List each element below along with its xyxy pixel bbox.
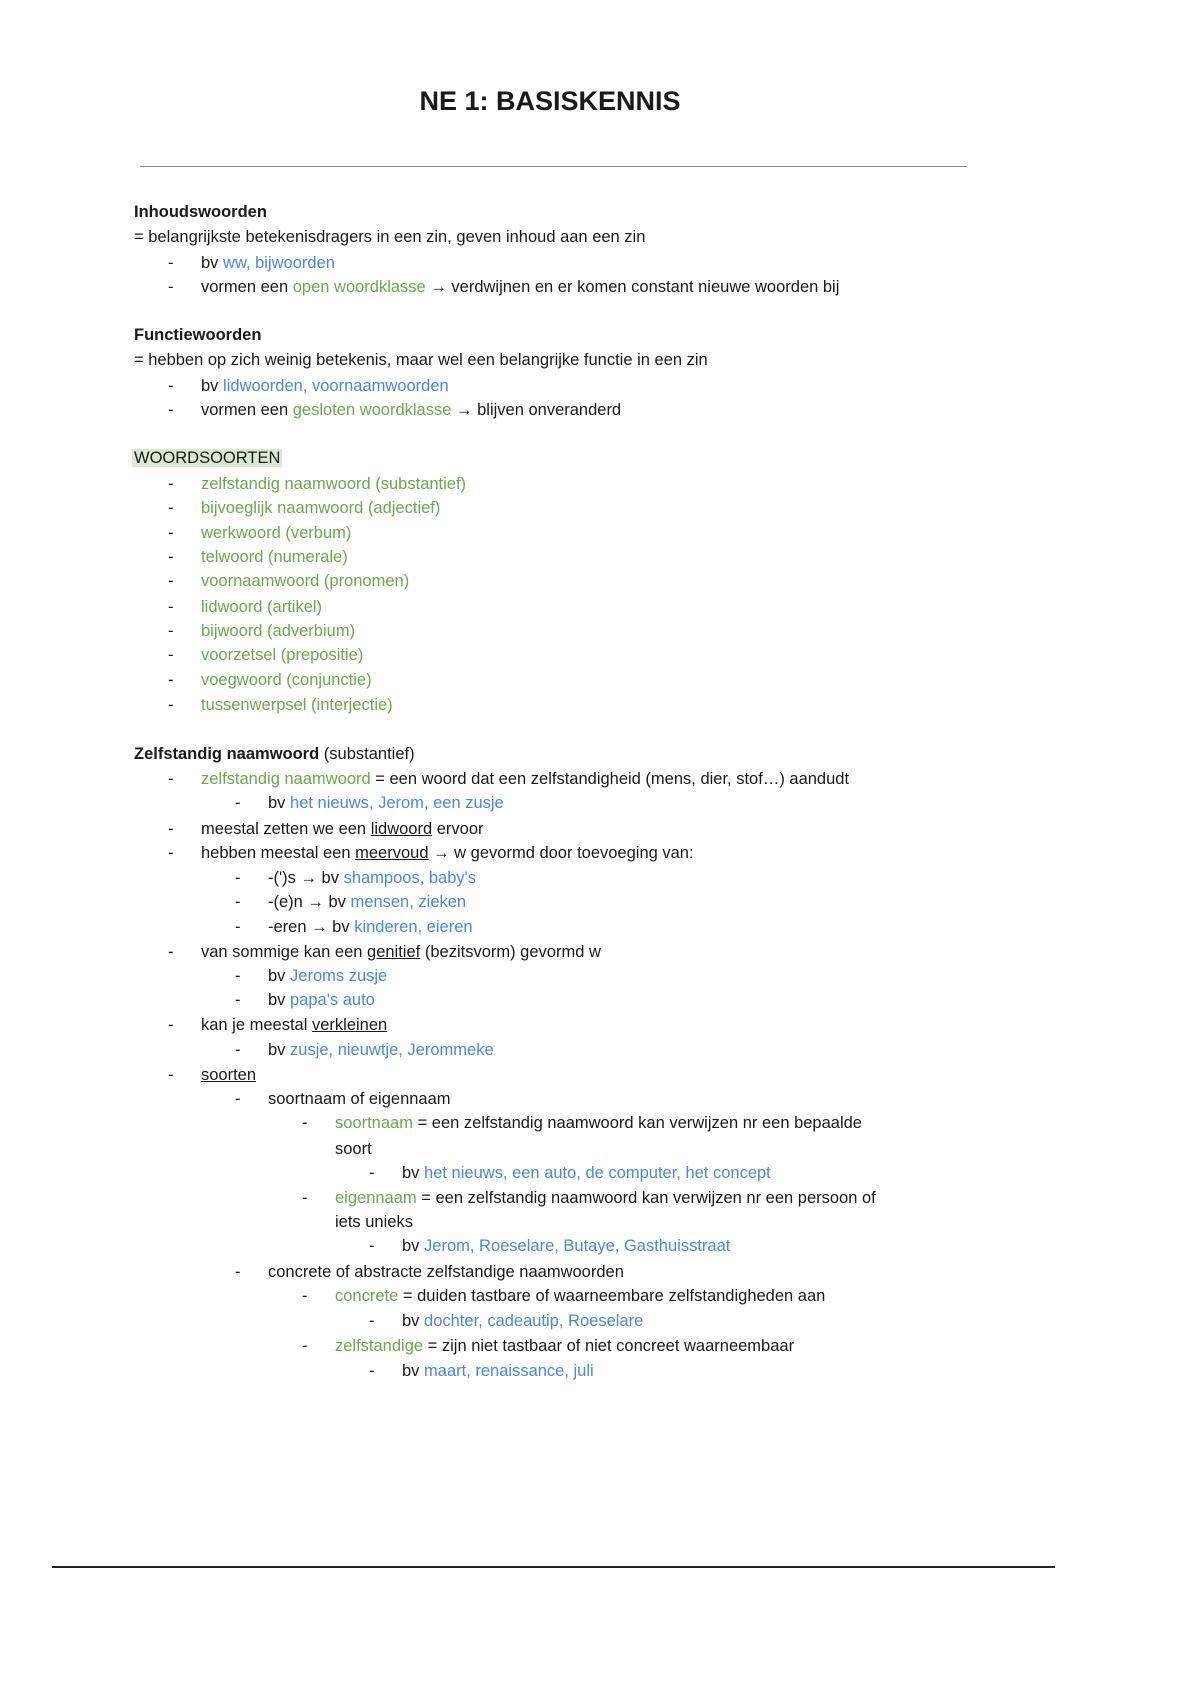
bullet-dash: - xyxy=(168,844,174,862)
bullet-dash: - xyxy=(235,893,241,911)
woordsoort-item: telwoord (numerale) xyxy=(201,548,348,566)
bullet-dash: - xyxy=(369,1164,375,1182)
functiewoorden-definition: = hebben op zich weinig betekenis, maar wel een belangrijke functie in een zin xyxy=(134,351,708,369)
bullet-dash: - xyxy=(235,918,241,936)
woordsoort-item: werkwoord (verbum) xyxy=(201,524,352,542)
list-item: bv het nieuws, Jerom, een zusje xyxy=(268,794,504,812)
bullet-dash: - xyxy=(235,1041,241,1059)
bullet-dash: - xyxy=(168,696,174,714)
woordsoort-item: lidwoord (artikel) xyxy=(201,598,323,616)
list-item: bv maart, renaissance, juli xyxy=(402,1362,594,1380)
list-item: hebben meestal een meervoud → w gevormd door toevoeging van: xyxy=(201,844,694,862)
bullet-dash: - xyxy=(168,943,174,961)
woordsoort-item: zelfstandig naamwoord (substantief) xyxy=(201,475,467,493)
woordsoort-item: voegwoord (conjunctie) xyxy=(201,671,372,689)
bullet-dash: - xyxy=(235,991,241,1009)
woordsoort-item: voorzetsel (prepositie) xyxy=(201,646,364,664)
inhoudswoorden-heading: Inhoudswoorden xyxy=(134,203,267,221)
bullet-dash: - xyxy=(302,1114,308,1132)
bullet-dash: - xyxy=(168,820,174,838)
bullet-dash: - xyxy=(369,1312,375,1330)
bullet-dash: - xyxy=(168,770,174,788)
woordsoort-item: bijvoeglijk naamwoord (adjectief) xyxy=(201,499,441,517)
list-item: zelfstandige = zijn niet tastbaar of niet concreet waarneembaar xyxy=(335,1337,795,1355)
bullet-dash: - xyxy=(168,524,174,542)
bullet-dash: - xyxy=(168,671,174,689)
bullet-dash: - xyxy=(168,401,174,419)
bullet-dash: - xyxy=(168,1066,174,1084)
woordsoorten-heading: WOORDSOORTEN xyxy=(134,449,281,467)
page-bottom-rule xyxy=(52,1566,1055,1568)
inhoudswoorden-definition: = belangrijkste betekenisdragers in een zin, geven inhoud aan een zin xyxy=(134,228,646,246)
list-item: bv dochter, cadeautip, Roeselare xyxy=(402,1312,644,1330)
bullet-dash: - xyxy=(235,1263,241,1281)
bullet-dash: - xyxy=(235,967,241,985)
list-item-continuation: iets unieks xyxy=(335,1213,413,1231)
woordsoort-item: tussenwerpsel (interjectie) xyxy=(201,696,393,714)
bullet-dash: - xyxy=(235,869,241,887)
woordsoort-item: bijwoord (adverbium) xyxy=(201,622,356,640)
bullet-dash: - xyxy=(235,1090,241,1108)
title-divider xyxy=(140,166,967,167)
list-item: -(e)n → bv mensen, zieken xyxy=(268,893,467,911)
list-item: bv zusje, nieuwtje, Jerommeke xyxy=(268,1041,494,1059)
list-item: -eren → bv kinderen, eieren xyxy=(268,918,473,936)
list-item: vormen een open woordklasse → verdwijnen en er komen constant nieuwe woorden bij xyxy=(201,278,840,296)
list-item: eigennaam = een zelfstandig naamwoord kan verwijzen nr een persoon of xyxy=(335,1189,876,1207)
bullet-dash: - xyxy=(168,622,174,640)
list-item: bv Jerom, Roeselare, Butaye, Gasthuisstraat xyxy=(402,1237,731,1255)
bullet-dash: - xyxy=(302,1287,308,1305)
list-item: meestal zetten we een lidwoord ervoor xyxy=(201,820,484,838)
bullet-dash: - xyxy=(168,254,174,272)
list-item: van sommige kan een genitief (bezitsvorm) gevormd w xyxy=(201,943,601,961)
list-item: soorten xyxy=(201,1066,257,1084)
bullet-dash: - xyxy=(168,1016,174,1034)
list-item: vormen een gesloten woordklasse → blijven onveranderd xyxy=(201,401,622,419)
bullet-dash: - xyxy=(168,377,174,395)
bullet-dash: - xyxy=(168,499,174,517)
woordsoort-item: voornaamwoord (pronomen) xyxy=(201,572,410,590)
bullet-dash: - xyxy=(302,1189,308,1207)
list-item: soortnaam of eigennaam xyxy=(268,1090,451,1108)
bullet-dash: - xyxy=(235,794,241,812)
bullet-dash: - xyxy=(168,646,174,664)
list-item: -(')s → bv shampoos, baby's xyxy=(268,869,477,887)
bullet-dash: - xyxy=(168,598,174,616)
list-item: bv papa's auto xyxy=(268,991,375,1009)
list-item: soortnaam = een zelfstandig naamwoord kan verwijzen nr een bepaalde xyxy=(335,1114,862,1132)
zn-heading: Zelfstandig naamwoord (substantief) xyxy=(134,745,415,763)
list-item: concrete of abstracte zelfstandige naamwoorden xyxy=(268,1263,624,1281)
list-item: bv het nieuws, een auto, de computer, het concept xyxy=(402,1164,771,1182)
functiewoorden-heading: Functiewoorden xyxy=(134,326,262,344)
list-item: concrete = duiden tastbare of waarneembare zelfstandigheden aan xyxy=(335,1287,826,1305)
list-item-continuation: soort xyxy=(335,1140,372,1158)
bullet-dash: - xyxy=(369,1362,375,1380)
list-item: zelfstandig naamwoord = een woord dat een zelfstandigheid (mens, dier, stof…) aandudt xyxy=(201,770,850,788)
list-item: bv ww, bijwoorden xyxy=(201,254,335,272)
page-title: NE 1: BASISKENNIS xyxy=(419,86,681,116)
list-item: kan je meestal verkleinen xyxy=(201,1016,388,1034)
bullet-dash: - xyxy=(369,1237,375,1255)
bullet-dash: - xyxy=(168,572,174,590)
bullet-dash: - xyxy=(168,278,174,296)
bullet-dash: - xyxy=(168,548,174,566)
bullet-dash: - xyxy=(168,475,174,493)
bullet-dash: - xyxy=(302,1337,308,1355)
list-item: bv lidwoorden, voornaamwoorden xyxy=(201,377,449,395)
list-item: bv Jeroms zusje xyxy=(268,967,388,985)
